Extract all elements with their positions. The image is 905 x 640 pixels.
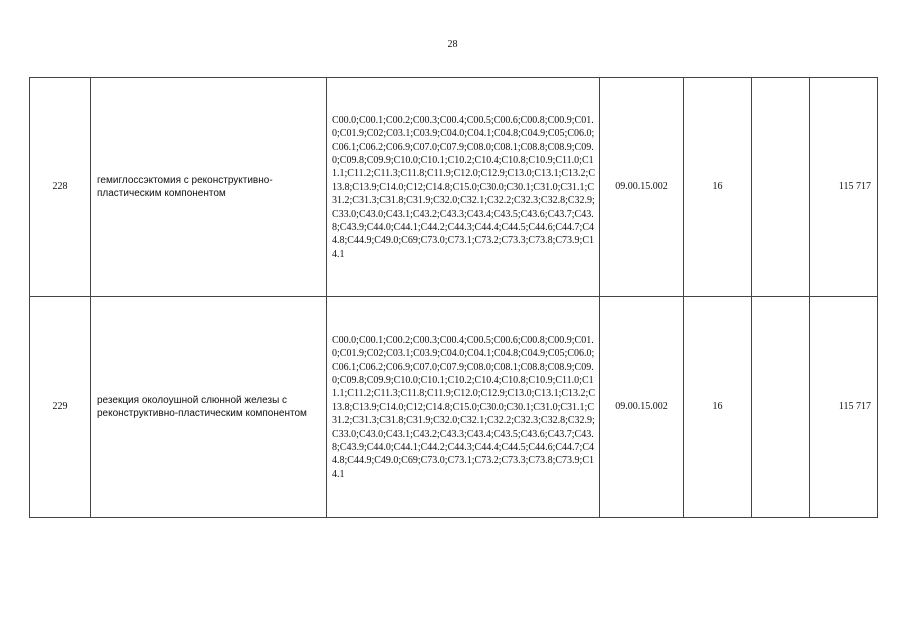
service-code: 09.00.15.002 [600,297,684,518]
row-number: 229 [30,297,91,518]
row-number: 228 [30,78,91,297]
diagnosis-codes: C00.0;C00.1;C00.2;C00.3;C00.4;C00.5;C00.6;C00.8;C00.9;C01.0;C01.9;C02;C03.1;C03.9;C04.0;C04.1;C04.8;C04.9;C05;C06.0;C06.1;C06.2;C06.9;C07.0;C07.9;C08.0;C08.1;C08.8;C08.9;C09.0;C09.8;C09.9;C10.0;C10.1;C10.2;C10.4;C10.8;C10.9;C11.0;C11.1;C11.2;C11.3;C11.8;C11.9;C12.0;C12.9;C13.0;C13.1;C13.2;C13.8;C13.9;C14.0;C12;C14.8;C15.0;C30.0;C30.1;C31.0;C31.1;C31.2;C31.3;C31.8;C31.9;C32.0;C32.1;C32.2;C32.3;C32.8;C32.9;C33.0;C43.0;C43.1;C43.2;C43.3;C43.4;C43.5;C43.6;C43.7;C43.8;C43.9;C44.0;C44.1;C44.2;C44.3;C44.4;C44.5;C44.6;C44.7;C44.8;C44.9;C49.0;C69;C73.0;C73.1;C73.2;C73.3;C73.8;C73.9;C14.1 [327,78,600,297]
table-row [30,78,878,297]
page-number: 28 [447,39,458,50]
empty-cell [752,78,810,297]
procedure-name: гемиглоссэктомия с реконструктивно-пластическим компонентом [91,78,327,297]
group-number: 16 [684,297,752,518]
procedure-name: резекция околоушной слюнной железы с реконструктивно-пластическим компонентом [91,297,327,518]
diagnosis-codes: C00.0;C00.1;C00.2;C00.3;C00.4;C00.5;C00.6;C00.8;C00.9;C01.0;C01.9;C02;C03.1;C03.9;C04.0;C04.1;C04.8;C04.9;C05;C06.0;C06.1;C06.2;C06.9;C07.0;C07.9;C08.0;C08.1;C08.8;C08.9;C09.0;C09.8;C09.9;C10.0;C10.1;C10.2;C10.4;C10.8;C10.9;C11.0;C11.1;C11.2;C11.3;C11.8;C11.9;C12.0;C12.9;C13.0;C13.1;C13.2;C13.8;C13.9;C14.0;C12;C14.8;C15.0;C30.0;C30.1;C31.0;C31.1;C31.2;C31.3;C31.8;C31.9;C32.0;C32.1;C32.2;C32.3;C32.8;C32.9;C33.0;C43.0;C43.1;C43.2;C43.3;C43.4;C43.5;C43.6;C43.7;C43.8;C43.9;C44.0;C44.1;C44.2;C44.3;C44.4;C44.5;C44.6;C44.7;C44.8;C44.9;C49.0;C69;C73.0;C73.1;C73.2;C73.3;C73.8;C73.9;C14.1 [327,297,600,518]
cost-value: 115 717 [810,297,878,518]
table-row [30,297,878,518]
service-code: 09.00.15.002 [600,78,684,297]
group-number: 16 [684,78,752,297]
empty-cell [752,297,810,518]
procedures-table [29,77,878,518]
cost-value: 115 717 [810,78,878,297]
